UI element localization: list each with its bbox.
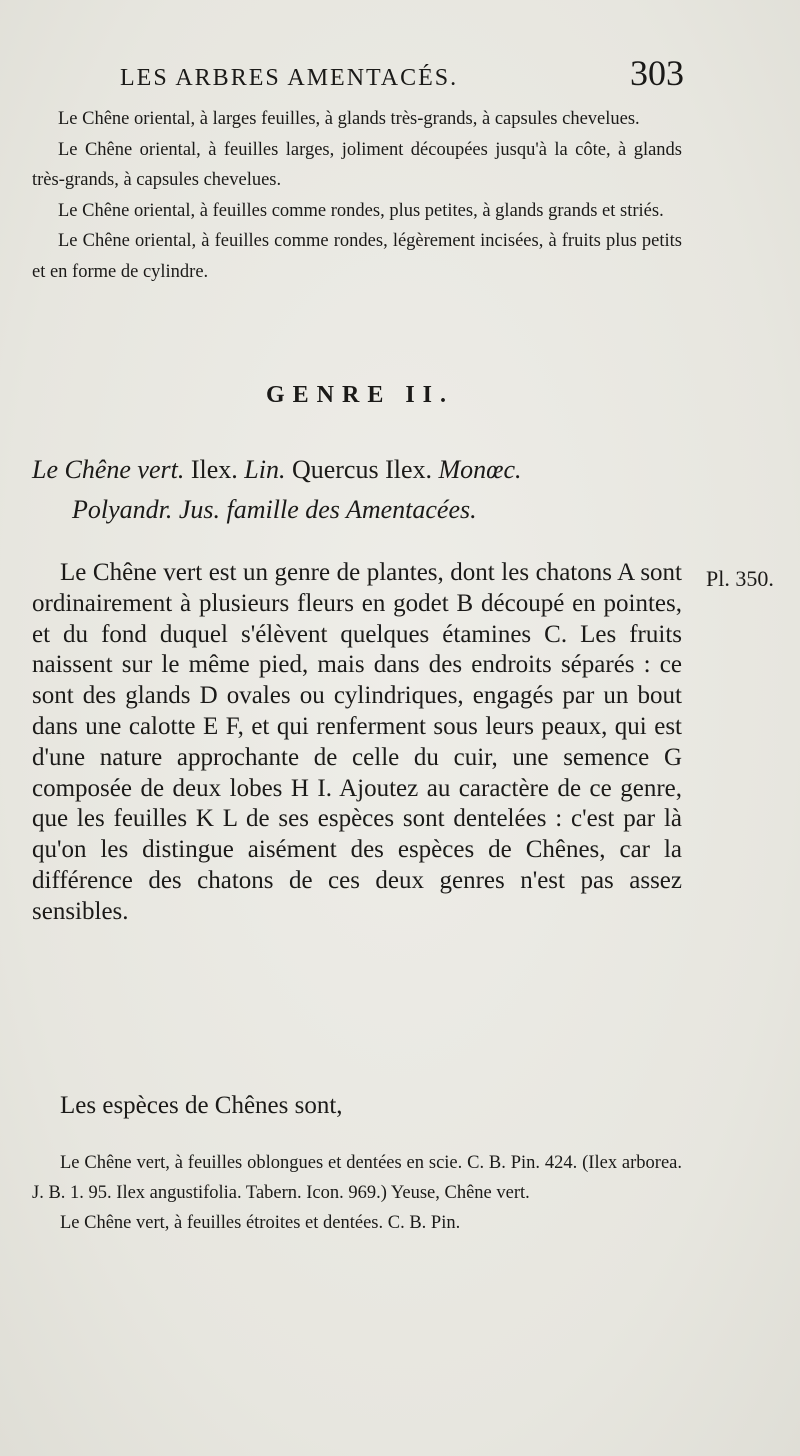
title-quercus: Quercus Ilex. <box>291 455 433 484</box>
title-lin: Lin. <box>244 455 286 484</box>
variety-paragraph: Le Chêne oriental, à feuilles larges, joliment découpées jusqu'à la côte, à glands très-grands, à capsules chevelues. <box>32 139 682 190</box>
species-entry: Le Chêne vert, à feuilles oblongues et dentées en scie. C. B. Pin. 424. (Ilex arborea. J. B. 1. 95. Ilex angustifolia. Tabern. Icon. 969.) Yeuse, Chêne vert. <box>32 1153 682 1203</box>
title-ilex: Ilex. <box>190 455 238 484</box>
title-classification: Polyandr. Jus. famille des Amentacées. <box>72 495 477 524</box>
variety-paragraph: Le Chêne oriental, à feuilles comme rondes, plus petites, à glands grands et striés. <box>58 200 664 221</box>
title-monoec: Monœc. <box>438 455 522 484</box>
oak-varieties-list <box>32 104 682 287</box>
genre-heading: GENRE II. <box>265 382 455 408</box>
title-common-name: Le Chêne vert. <box>32 455 185 484</box>
species-list <box>32 1148 682 1238</box>
page-header <box>120 52 684 96</box>
variety-paragraph: Le Chêne oriental, à feuilles comme rondes, légèrement incisées, à fruits plus petits et en forme de cylindre. <box>32 231 682 282</box>
plate-reference: Pl. 350. <box>706 566 774 591</box>
running-head: LES ARBRES AMENTACÉS. <box>120 65 459 91</box>
description-paragraph: Le Chêne vert est un genre de plantes, dont les chatons A sont ordinairement à plusieurs fleurs en godet B découpé en pointes, et du fond duquel s'élèvent quelques étamines C. Les fruits naissent sur le même pied, mais dans des endroits séparés : ce sont des glands D ovales ou cylindriques, engagés par un bout dans une calotte E F, et qui renferment sous leurs peaux, qui est d'une nature approchante de celle du cuir, une semence G composée de deux lobes H I. Ajoutez au caractère de ce genre, que les feuilles K L de ses espèces sont dentelées : c'est par là qu'on les distingue aisément des espèces de Chênes, car la différence des chatons de ces deux genres n'est pas assez sensibles. <box>32 559 682 925</box>
species-entry: Le Chêne vert, à feuilles étroites et dentées. C. B. Pin. <box>60 1213 461 1233</box>
genus-title <box>32 450 692 530</box>
variety-paragraph: Le Chêne oriental, à larges feuilles, à glands très-grands, à capsules chevelues. <box>58 109 640 129</box>
page-number: 303 <box>630 53 684 93</box>
species-intro: Les espèces de Chênes sont, <box>60 1092 343 1119</box>
genus-description <box>32 558 682 928</box>
